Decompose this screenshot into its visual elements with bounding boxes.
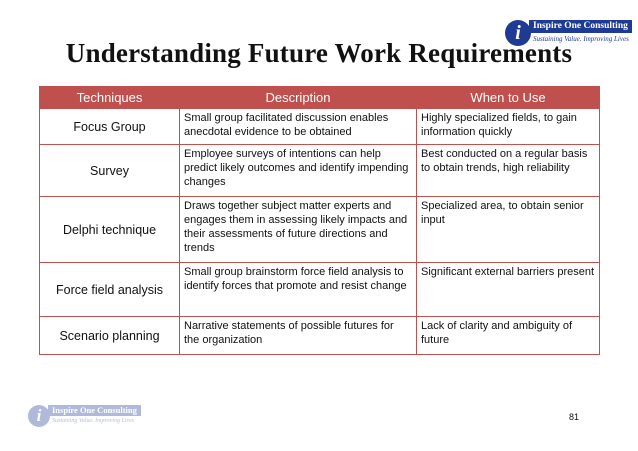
when-to-use-cell: Highly specialized fields, to gain information quickly <box>417 109 600 145</box>
technique-cell: Force field analysis <box>40 263 180 317</box>
when-to-use-cell: Best conducted on a regular basis to obtain trends, high reliability <box>417 145 600 197</box>
brand-logo-icon: i <box>505 20 531 46</box>
footer-logo <box>28 403 148 429</box>
table-header-row <box>40 87 600 109</box>
page-number: 81 <box>569 412 580 422</box>
footer-logo-icon: i <box>28 405 50 427</box>
technique-cell: Focus Group <box>40 109 180 145</box>
slide-title: Understanding Future Work Requirements <box>65 38 573 68</box>
brand-name: Inspire One Consulting <box>529 20 632 33</box>
requirements-table <box>39 86 600 355</box>
description-cell: Employee surveys of intentions can help predict likely outcomes and identify impending changes <box>180 145 417 197</box>
technique-cell: Scenario planning <box>40 317 180 355</box>
when-to-use-cell: Significant external barriers present <box>417 263 600 317</box>
table-row <box>40 317 600 355</box>
table-row <box>40 109 600 145</box>
technique-cell: Survey <box>40 145 180 197</box>
table-row <box>40 197 600 263</box>
when-to-use-cell: Specialized area, to obtain senior input <box>417 197 600 263</box>
description-cell: Draws together subject matter experts and engages them in assessing likely impacts and their assessments of future directions and trends <box>180 197 417 263</box>
footer-brand-name: Inspire One Consulting <box>48 405 141 416</box>
header-description: Description <box>180 87 417 109</box>
description-cell: Small group brainstorm force field analysis to identify forces that promote and resist change <box>180 263 417 317</box>
table-row <box>40 145 600 197</box>
technique-cell: Delphi technique <box>40 197 180 263</box>
when-to-use-cell: Lack of clarity and ambiguity of future <box>417 317 600 355</box>
description-cell: Narrative statements of possible futures for the organization <box>180 317 417 355</box>
brand-tagline: Sustaining Value. Improving Lives <box>533 35 629 43</box>
header-techniques: Techniques <box>40 87 180 109</box>
footer-brand-tagline: Sustaining Value. Improving Lives <box>52 418 135 424</box>
header-when-to-use: When to Use <box>417 87 600 109</box>
description-cell: Small group facilitated discussion enables anecdotal evidence to be obtained <box>180 109 417 145</box>
table-row <box>40 263 600 317</box>
